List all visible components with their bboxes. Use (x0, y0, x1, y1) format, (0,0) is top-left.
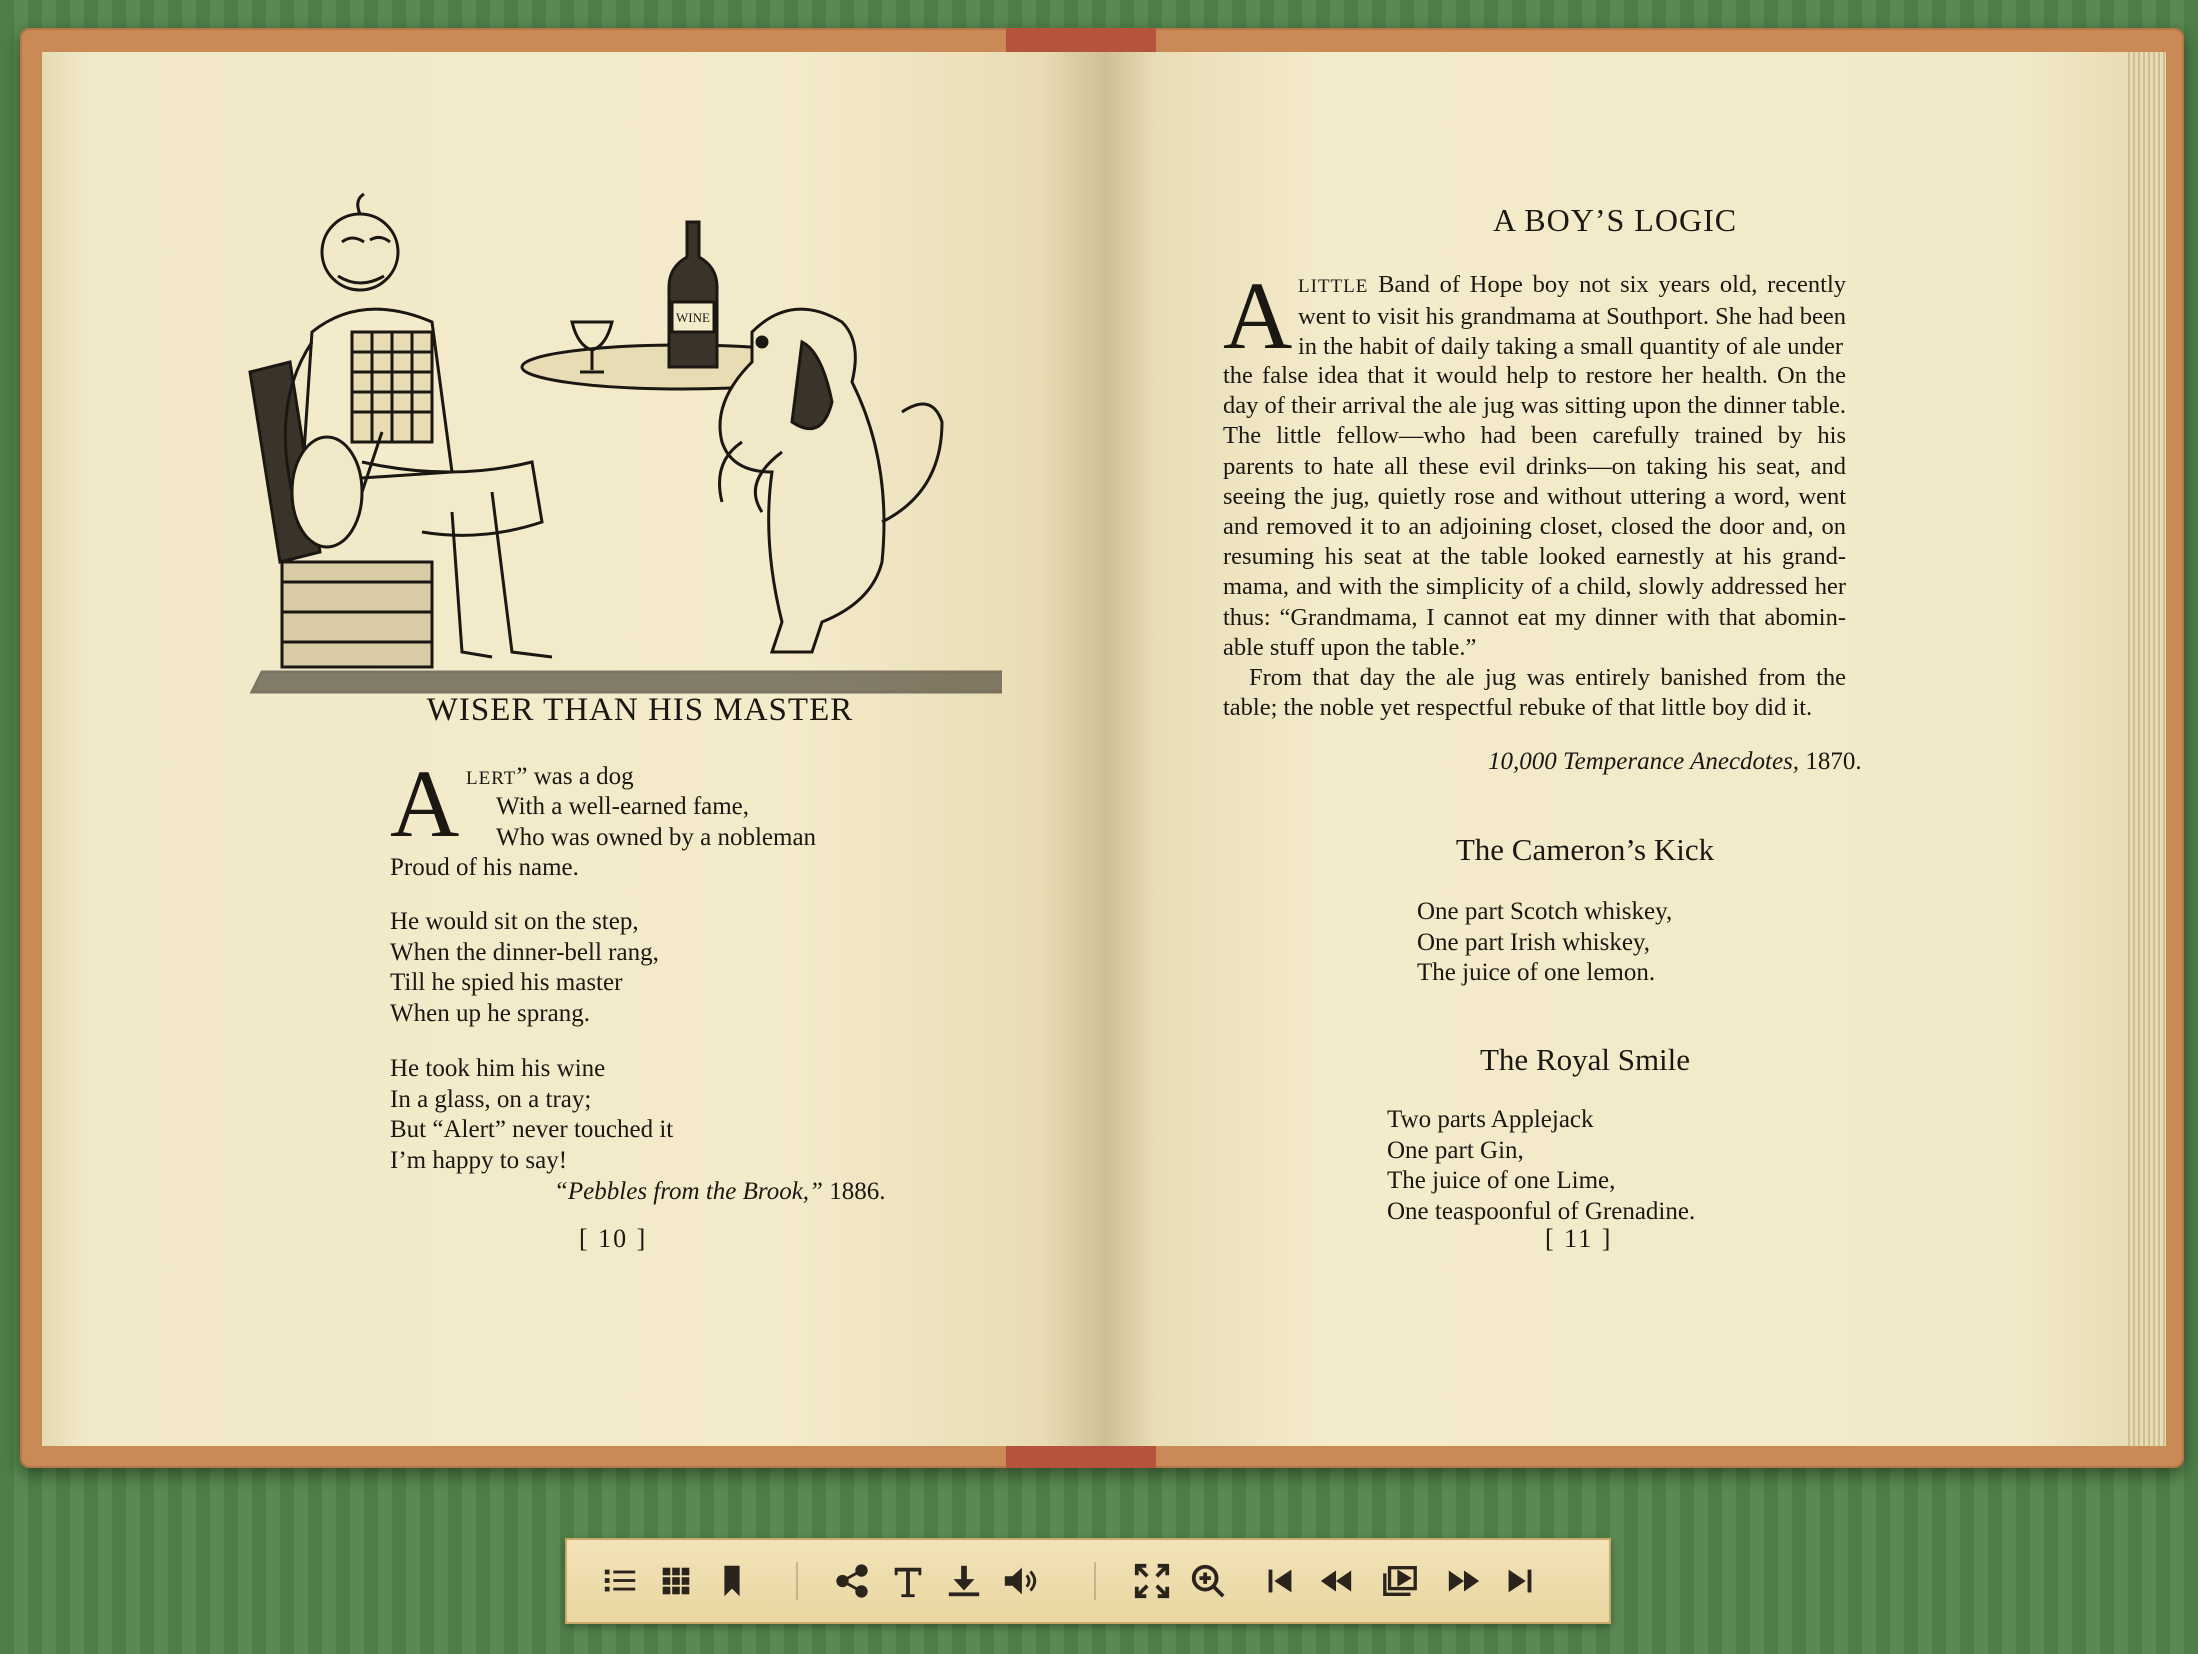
left-page[interactable] (42, 52, 1105, 1446)
zoom-in-button[interactable] (1185, 1558, 1231, 1604)
stanza-1-line: Proud of his name. (390, 854, 579, 881)
poem-first-line (466, 762, 634, 795)
page-number-right: [ 11 ] (1545, 1224, 1613, 1253)
recipe-2-line: One teaspoonful of Grenadine. (1387, 1197, 1696, 1225)
poem-title: WISER THAN HIS MASTER (426, 692, 854, 728)
article-opening (1298, 270, 1846, 363)
fullscreen-icon (1133, 1562, 1171, 1600)
spine-band-top (1006, 28, 1156, 52)
table-of-contents-button[interactable] (597, 1558, 643, 1604)
poem-citation-title: “Pebbles from the Brook,” (554, 1178, 823, 1205)
stanza-2-line: When up he sprang. (390, 999, 590, 1027)
article-opening-text: Band of Hope boy not six years old, recently went to visit his grandmama at Southport. She had been in the habit of daily taking a small quantity of ale under (1298, 271, 1847, 361)
download-button[interactable] (941, 1558, 987, 1604)
download-icon (945, 1562, 983, 1600)
stanza-2 (390, 907, 659, 1029)
slideshow-icon (1381, 1562, 1419, 1600)
stanza-2-line: When the dinner-bell rang, (390, 938, 659, 966)
stanza-3-line: I’m happy to say! (390, 1146, 568, 1174)
book-cover (20, 28, 2184, 1468)
recipe-2-line: Two parts Applejack (1387, 1106, 1594, 1133)
list-icon (601, 1562, 639, 1600)
bookmark-icon (713, 1562, 751, 1600)
recipe-2-lines (1387, 1105, 1695, 1227)
article-body (1223, 361, 1846, 723)
share-icon (833, 1562, 871, 1600)
bottle-label: WINE (676, 310, 710, 325)
last-page-button[interactable] (1497, 1558, 1543, 1604)
recipe-1-lines (1417, 897, 1672, 989)
recipe-2-line: One part Gin, (1387, 1136, 1524, 1164)
bookmark-button[interactable] (709, 1558, 755, 1604)
poem-first-smallcaps: LERT (466, 768, 517, 789)
stanza-1-indented (496, 792, 816, 853)
illustration-man-and-dog (242, 192, 1002, 702)
poem-first-rest: ” was a dog (516, 763, 634, 790)
stanza-3 (390, 1054, 673, 1176)
recipe-1-title: The Cameron’s Kick (1455, 832, 1715, 867)
article-paragraph-1: the false idea that it would help to restore her health. On the day of their arrival the ale jug was sitting upon the dinner table. The little fellow—who had been carefully trained by his parents to hate all these evil drinks—on taking his seat, and seeing the jug, quietly rose and without uttering a word, went and removed it to an adjoining closet, closed the door and, on resuming his seat at the table looked earnestly at his grand-mama, and with the simplicity of a child, slowly addressed her thus: “Grandmama, I cannot eat my dinner with that abomin-able stuff upon the table.” (1223, 362, 1846, 661)
fast-forward-icon (1445, 1562, 1483, 1600)
recipe-1-line: One part Irish whiskey, (1417, 928, 1651, 956)
poem-citation-year: 1886. (829, 1178, 886, 1205)
article-dropcap: A (1223, 262, 1293, 369)
article-citation-year: 1870. (1805, 748, 1862, 775)
stanza-2-line: Till he spied his master (390, 969, 623, 996)
previous-page-button[interactable] (1313, 1558, 1359, 1604)
next-page-button[interactable] (1441, 1558, 1487, 1604)
first-page-button[interactable] (1257, 1558, 1303, 1604)
stanza-2-line: He would sit on the step, (390, 908, 639, 935)
text-icon (889, 1562, 927, 1600)
viewer-toolbar (565, 1538, 1611, 1624)
stanza-3-line: In a glass, on a tray; (390, 1085, 592, 1113)
recipe-1-line: One part Scotch whiskey, (1417, 898, 1673, 925)
recipe-1-line: The juice of one lemon. (1417, 959, 1656, 986)
fullscreen-button[interactable] (1129, 1558, 1175, 1604)
right-page[interactable] (1105, 52, 2125, 1446)
share-button[interactable] (829, 1558, 875, 1604)
spine-band-bottom (1006, 1444, 1156, 1468)
stanza-1-line: With a well-earned fame, (496, 793, 750, 820)
thumbnails-button[interactable] (653, 1558, 699, 1604)
article-citation (1488, 748, 1862, 776)
stanza-1-last (390, 853, 579, 884)
stanza-3-line: But “Alert” never touched it (390, 1116, 674, 1143)
poem-citation (554, 1178, 885, 1206)
toolbar-separator (796, 1562, 798, 1600)
speaker-icon (1001, 1562, 1039, 1600)
article-first-smallcaps: LITTLE (1298, 276, 1369, 297)
page-number-left: [ 10 ] (579, 1224, 648, 1253)
stanza-3-line: He took him his wine (390, 1055, 606, 1082)
toolbar-separator (1094, 1562, 1096, 1600)
rewind-icon (1317, 1562, 1355, 1600)
article-paragraph-2: From that day the ale jug was entirely banished from the table; the noble yet respectful rebuke of that little boy did it. (1223, 664, 1846, 722)
article-title: A BOY’S LOGIC (1492, 202, 1738, 238)
text-button[interactable] (885, 1558, 931, 1604)
zoom-in-icon (1189, 1562, 1227, 1600)
skip-to-start-icon (1261, 1562, 1299, 1600)
recipe-2-line: The juice of one Lime, (1387, 1167, 1616, 1194)
stanza-1-line: Who was owned by a nobleman (496, 823, 817, 851)
skip-to-end-icon (1501, 1562, 1539, 1600)
article-citation-title: 10,000 Temperance Anecdotes, (1488, 748, 1800, 775)
sound-button[interactable] (997, 1558, 1043, 1604)
grid-icon (657, 1562, 695, 1600)
poem-dropcap: A (390, 750, 460, 857)
autoplay-button[interactable] (1377, 1558, 1423, 1604)
recipe-2-title: The Royal Smile (1479, 1042, 1691, 1077)
